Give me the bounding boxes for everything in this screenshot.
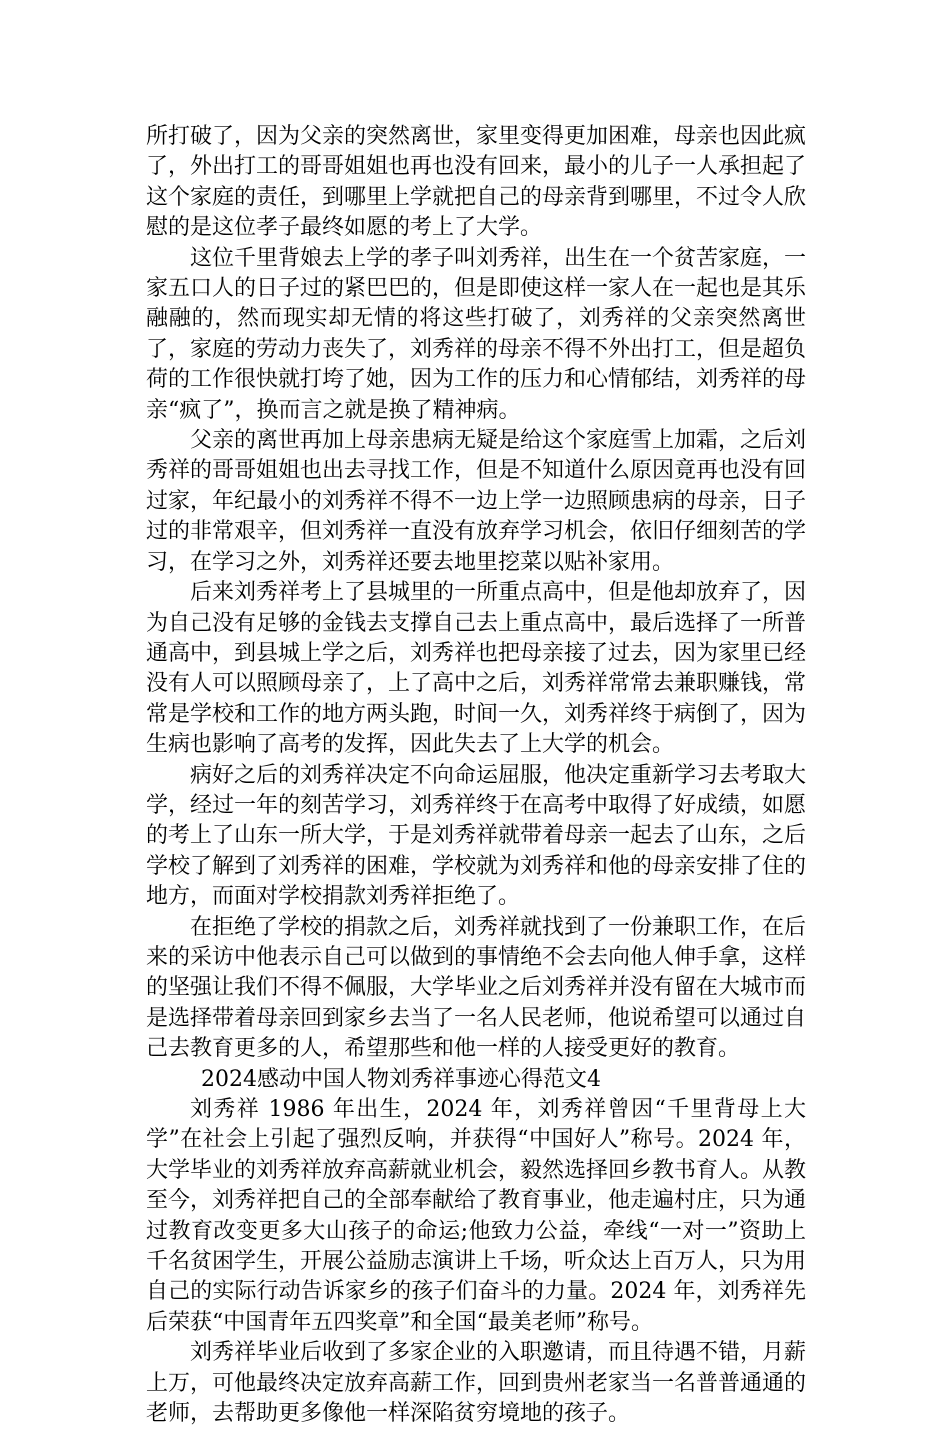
paragraph-high-school: 后来刘秀祥考上了县城里的一所重点高中，但是他却放弃了，因为自己没有足够的金钱去支撑自己去上重点高中，最后选择了一所普通高中，到县城上学之后，刘秀祥也把母亲接了过去，因为家里已经没有人可以照顾母亲了，上了高中之后，刘秀祥常常去兼职赚钱，常常是学校和工作的地方两头跑，时间一久，刘秀祥终于病倒了，因为生病也影响了高考的发挥，因此失去了上大学的机会。 [146,580,807,758]
paragraph-becoming-teacher: 在拒绝了学校的捐款之后，刘秀祥就找到了一份兼职工作，在后来的采访中他表示自己可以做到的事情绝不会去向他人伸手拿，这样的坚强让我们不得不佩服，大学毕业之后刘秀祥并没有留在大城市而是选择带着母亲回到家乡去当了一名人民老师，他说希望可以通过自己去教育更多的人，希望那些和他一样的人接受更好的教育。 [146,914,807,1062]
paragraph-returning-home: 刘秀祥毕业后收到了多家企业的入职邀请，而且待遇不错，月薪上万，可他最终决定放弃高薪工作，回到贵州老家当一名普普通通的老师，去帮助更多像他一样深陷贫穷境地的孩子。 [146,1340,807,1427]
section-heading: 2024感动中国人物刘秀祥事迹心得范文4 [201,1066,601,1092]
document-body [146,122,806,1429]
paragraph-family-hardship: 父亲的离世再加上母亲患病无疑是给这个家庭雪上加霜，之后刘秀祥的哥哥姐姐也出去寻找工作，但是不知道什么原因竟再也没有回过家，年纪最小的刘秀祥不得不一边上学一边照顾患病的母亲，日子过的非常艰辛，但刘秀祥一直没有放弃学习机会，依旧仔细刻苦的学习，在学习之外，刘秀祥还要去地里挖菜以贴补家用。 [146,428,807,575]
paragraph-university: 病好之后的刘秀祥决定不向命运屈服，他决定重新学习去考取大学，经过一年的刻苦学习，刘秀祥终于在高考中取得了好成绩，如愿的考上了山东一所大学，于是刘秀祥就带着母亲一起去了山东，之后学校了解到了刘秀祥的困难，学校就为刘秀祥和他的母亲安排了住的地方，而面对学校捐款刘秀祥拒绝了。 [146,762,807,910]
paragraph-continuation: 所打破了，因为父亲的突然离世，家里变得更加困难，母亲也因此疯了，外出打工的哥哥姐姐也再也没有回来，最小的儿子一人承担起了这个家庭的责任，到哪里上学就把自己的母亲背到哪里，不过令人欣慰的是这位孝子最终如愿的考上了大学。 [146,124,807,241]
paragraph-intro-liu-xiuxiang: 这位千里背娘去上学的孝子叫刘秀祥，出生在一个贫苦家庭，一家五口人的日子过的紧巴巴的，但是即使这样一家人在一起也是其乐融融的，然而现实却无情的将这些打破了，刘秀祥的父亲突然离世了，家庭的劳动力丧失了，刘秀祥的母亲不得不外出打工，但是超负荷的工作很快就打垮了她，因为工作的压力和心情郁结，刘秀祥的母亲“疯了”，换而言之就是换了精神病。 [146,245,807,423]
paragraph-biography: 刘秀祥 1986 年出生，2024 年，刘秀祥曾因“千里背母上大学”在社会上引起了强烈反响，并获得“中国好人”称号。2024 年，大学毕业的刘秀祥放弃高薪就业机会，毅然选择回乡教书育人。从教至今，刘秀祥把自己的全部奉献给了教育事业，他走遍村庄，只为通过教育改变更多大山孩子的命运;他致力公益，牵线“一对一”资助上千名贫困学生，开展公益励志演讲上千场，听众达上百万人，只为用自己的实际行动告诉家乡的孩子们奋斗的力量。2024 年，刘秀祥先后荣获“中国青年五四奖章”和全国“最美老师”称号。 [146,1097,807,1335]
